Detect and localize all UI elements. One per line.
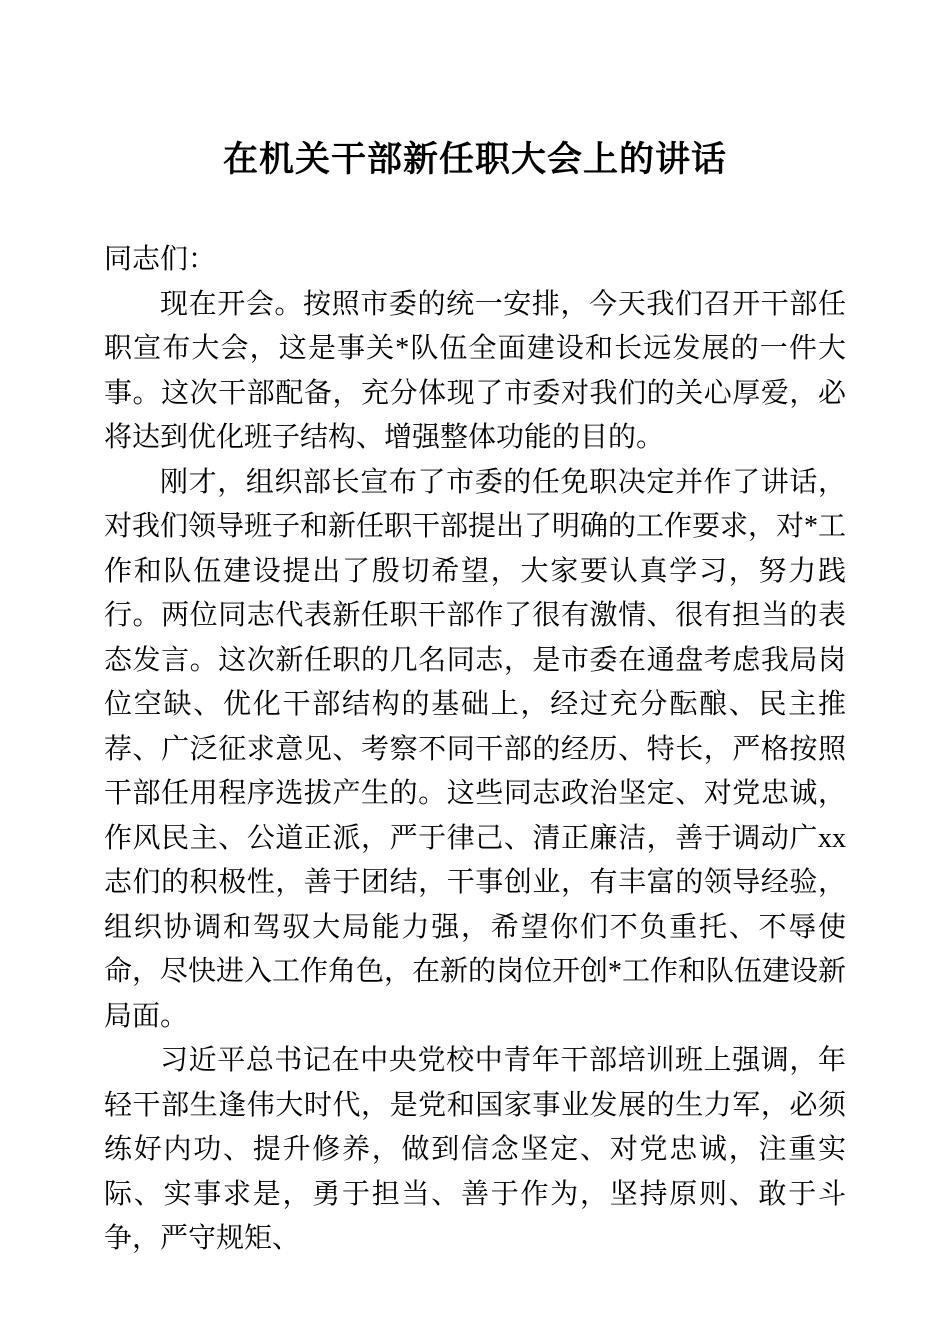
document-title: 在机关干部新任职大会上的讲话 [222,140,727,179]
paragraph-appointment-remarks: 刚才，组织部长宣布了市委的任免职决定并作了讲话，对我们领导班子和新任职干部提出了明确的工作要求，对*工作和队伍建设提出了殷切希望，大家要认真学习，努力践行。两位同志代表新任职干部作了很有激情、很有担当的表态发言。这次新任职的几名同志，是市委在通盘考虑我局岗位空缺、优化干部结构的基础上，经过充分酝酿、民主推荐、广泛征求意见、考察不同干部的经历、特长，严格按照干部任用程序选拔产生的。这些同志政治坚定、对党忠诚，作风民主、公道正派，严于律己、清正廉洁，善于调动广xx志们的积极性，善于团结，干事创业，有丰富的领导经验，组织协调和驾驭大局能力强，希望你们不负重托、不辱使命，尽快进入工作角色，在新的岗位开创*工作和队伍建设新局面。 [104,466,847,1032]
salutation-line: 同志们： [104,244,217,275]
paragraph-opening: 现在开会。按照市委的统一安排，今天我们召开干部任职宣布大会，这是事关*队伍全面建设和长远发展的一件大事。这次干部配备，充分体现了市委对我们的关心厚爱，必将达到优化班子结构、增强整体功能的目的。 [104,288,846,453]
paragraph-young-cadres: 习近平总书记在中央党校中青年干部培训班上强调，年轻干部生逢伟大时代，是党和国家事业发展的生力军，必须练好内功、提升修养，做到信念坚定、对党忠诚，注重实际、实事求是，勇于担当、善于作为，坚持原则、敢于斗争，严守规矩、 [104,1045,846,1254]
document-body [104,238,846,1262]
